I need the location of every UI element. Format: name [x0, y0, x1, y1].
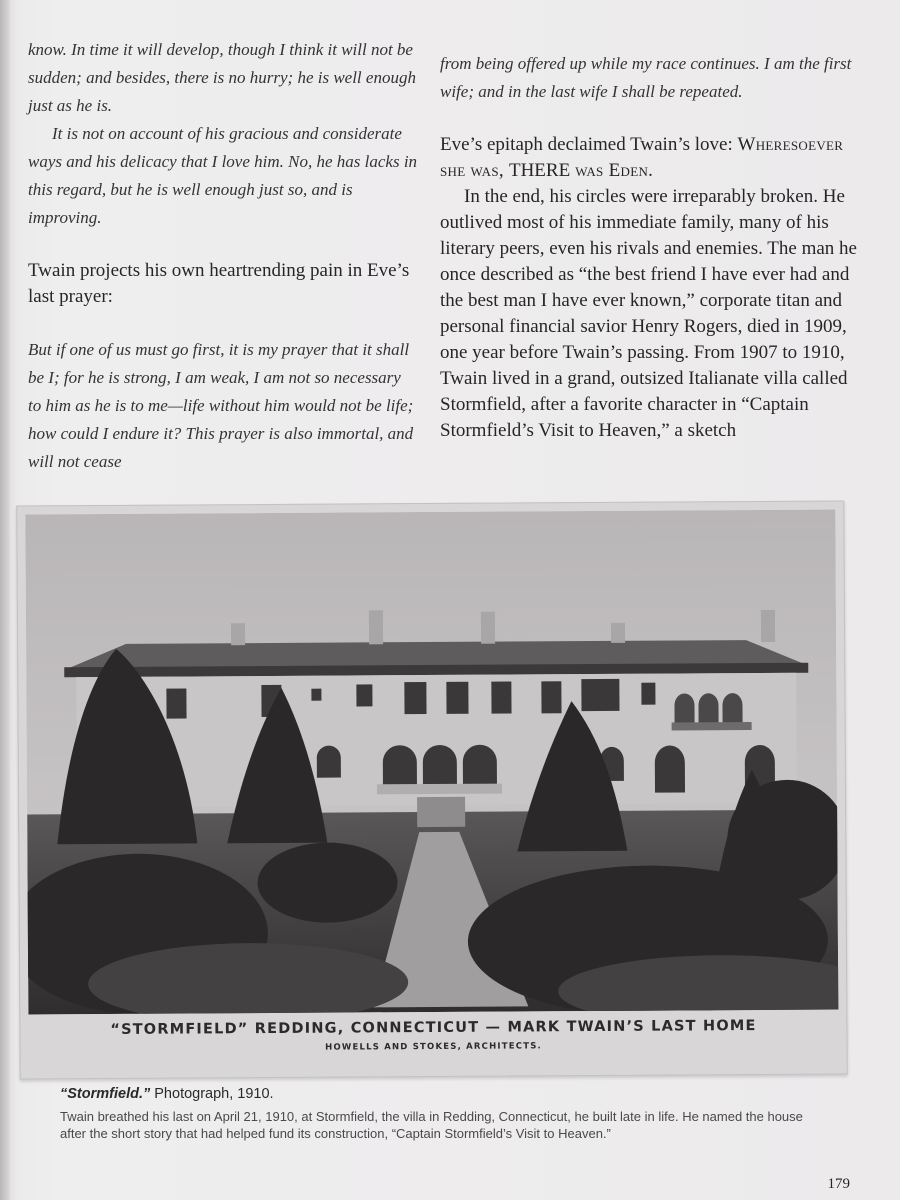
caption-text: Twain breathed his last on April 21, 1910, at Stormfield, the villa in Redding, Connecticut, he built late in life. He named the house after the short story that had helped fund its construction, “Captain Stormfield’s Visit to Heaven.” — [60, 1109, 803, 1141]
quote-paragraph: know. In time it will develop, though I think it will not be sudden; and besides, there is no hurry; he is well enough just as he is. — [28, 40, 416, 115]
epitaph-text: Wheresoever she was, — [440, 134, 844, 181]
right-column — [440, 50, 865, 444]
quote-paragraph: It is not on account of his gracious and considerate ways and his delicacy that I love him. No, he has lacks in this regard, but he is well enough just so, and is improving. — [28, 124, 418, 227]
left-column — [28, 36, 418, 476]
caption-title-italic: “Stormfield.” — [60, 1086, 151, 1102]
page-number: 179 — [827, 1176, 850, 1192]
figure-caption — [60, 1086, 820, 1142]
postcard-subtitle: HOWELLS AND STOKES, ARCHITECTS. — [325, 1041, 543, 1053]
stormfield-photograph — [16, 500, 847, 1079]
villa-photo-image — [25, 510, 838, 1015]
epitaph-there: THERE — [508, 160, 571, 181]
caption-title-rest: Photograph, 1910. — [150, 1086, 274, 1102]
epitaph-lead: Eve’s epitaph declaimed Twain’s love: — [440, 134, 738, 155]
stormfield-paragraph: In the end, his circles were irreparably broken. He outlived most of his immediate family, many of his literary peers, even his rivals and enemies. The man he once described as “the best friend I have ever had and the best man I have ever known,” corporate titan and personal financial savior Henry Rogers, died in 1909, one year before Twain’s passing. From 1907 to 1910, Twain lived in a grand, outsized Italianate villa called Stormfield, after a favorite character in “Captain Stormfield’s Visit to Heaven,” a sketch — [440, 186, 857, 441]
epitaph-paragraph — [440, 132, 865, 184]
eve-prayer-quote: But if one of us must go first, it is my prayer that it shall be I; for he is strong, I am weak, I am not so necessary to him as he is to me—life without him would not be life; how could I endure it? This prayer is also immortal, and will not cease — [28, 340, 414, 471]
epitaph-eden: Eden. — [608, 160, 654, 181]
epitaph-was: was — [570, 160, 609, 181]
eve-quote-1 — [28, 36, 418, 232]
prayer-intro-text: Twain projects his own heartrending pain in Eve’s last prayer: — [28, 260, 410, 307]
quote-continuation: from being offered up while my race continues. I am the first wife; and in the last wife I shall be repeated. — [440, 54, 852, 101]
caption-title — [60, 1086, 820, 1102]
postcard-title: “STORMFIELD” REDDING, CONNECTICUT — MARK TWAIN’S LAST HOME — [110, 1018, 757, 1038]
book-binding-shadow — [0, 0, 10, 1200]
